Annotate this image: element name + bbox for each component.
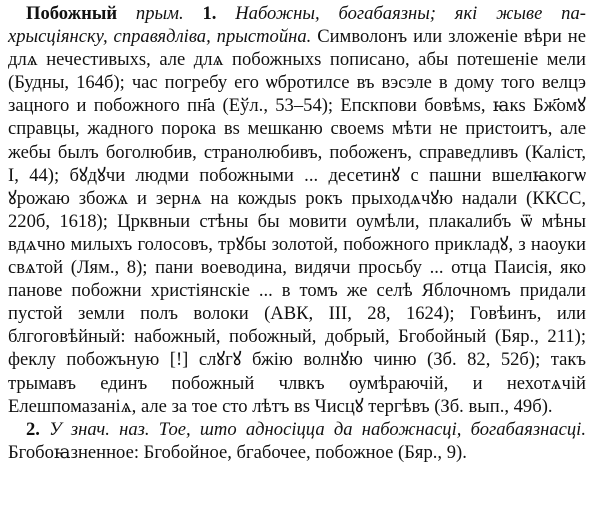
sense-citations-1: Символонъ или зложеніе вѣри не длѧ нечестивыхѕ, але длѧ побожныхѕ пописано, абы потешеніе мели (Будны, 164б); час погребу его ѡбротилсе въ вэсэле в дому того велцэ зацного и побожного пн҃а (Еўл., 53–54); Епскпови бовѣмѕ, ꙗкѕ Бж҃омꙋ справцы, жадного порока вѕ мешканю своемѕ мѣти не пристоитъ, але жебы былъ боголюбив, странолюбивъ, побоженъ, справедливъ (Каліст, I, 44); бꙋдꙋчи людми побожными ... десетинꙋ с пашни вшелꙗкогѡ ꙋрожаю збожѧ и зернѧ на кождыѕ рокъ прыходѧчꙋю надали (ККСС, 220б, 1618); Црквныи стѣны бы мовити оумѣли, плакалибъ ѿ мѣны вдѧчно милыхъ голосовъ, трꙋбы золотой, побожного прикладꙋ, з наоуки свѧтой (Лям., 8); пани воеводина, видячи просьбу ... отца Паисія, яко панове побожни христіянскіе ... в томъ же селѣ Яблочномъ придали пустой земли полъ волоки (АВК, III, 28, 1624); Говѣинъ, или блгоговѣйный: набожный, побожный, добрый, Бгобойный (Бяр., 211); феклу побожъную [!] слꙋгꙋ бжію волнꙋю чиню (Зб. 82, 52б); такъ трымавъ единъ побожный члвкъ оумѣраючій, и нехотѧчій Елешпомазаніѧ, але за тое сто лѣтъ вѕ Чисцꙋ тергѣвъ (Зб. вып., 49б). [8, 26, 586, 417]
sense-definition-2: У знач. наз. Тое, што адносіцца да набожнасці, богабаязнасці. [49, 418, 586, 440]
sense-citations-2: Бгобоꙗзненное: Бгобойное, бгабочее, побожное (Бяр., 9). [8, 441, 467, 463]
headword: Побожный [26, 3, 118, 24]
sense-number-2: 2. [26, 418, 40, 440]
dictionary-entry-sense-1 [8, 2, 586, 418]
dictionary-entry-sense-2 [8, 418, 586, 464]
part-of-speech: прым. [135, 3, 184, 24]
sense-definition-1: Набожны, богабаязны; які жыве па-хрысціянску, справядліва, прыстойна. [8, 3, 586, 48]
sense-number-1: 1. [202, 3, 217, 24]
